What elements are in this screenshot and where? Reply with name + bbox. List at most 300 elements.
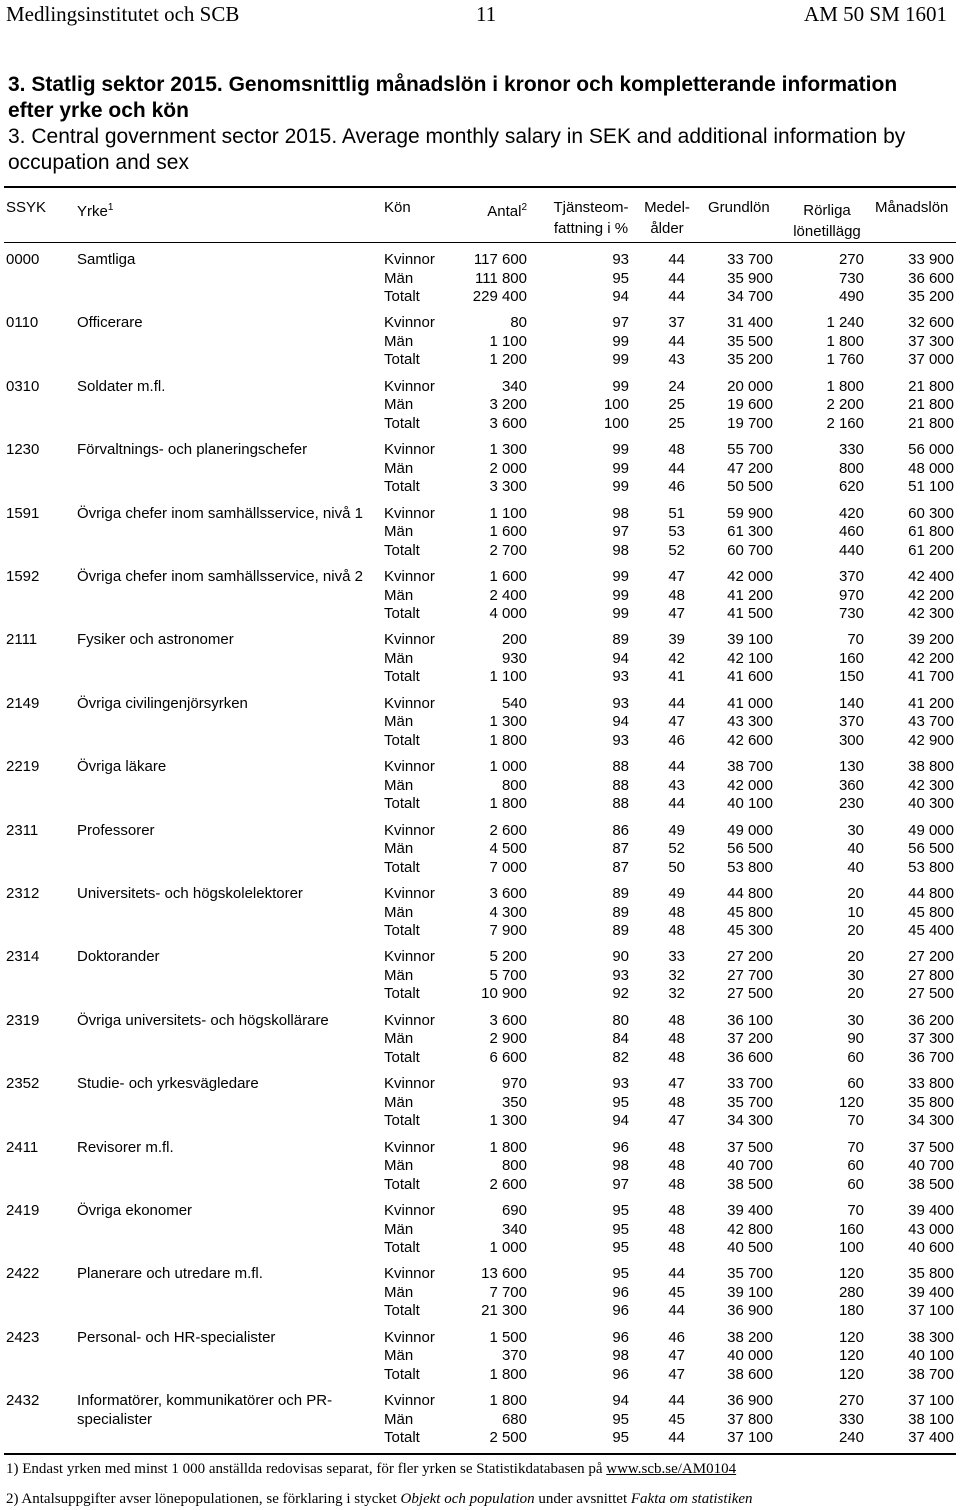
cell-antal: 1 300 [489,713,527,731]
cell-medelalder: 48 [668,1175,685,1193]
cell-grundlon: 42 800 [727,1220,773,1238]
cell-rorliga: 160 [838,649,864,667]
table-row [0,586,960,605]
cell-manadslon: 38 300 [908,1328,954,1346]
cell-tjanstgoring: 96 [612,1365,629,1383]
cell-manadslon: 38 100 [908,1410,954,1428]
sex-label: Totalt [384,795,420,813]
cell-medelalder: 47 [668,1075,685,1093]
cell-tjanstgoring: 98 [612,1347,629,1365]
sex-label: Kvinnor [384,1138,435,1156]
cell-antal: 200 [501,631,527,649]
table-row [0,1410,960,1429]
occupation-name: Informatörer, kommunikatörer och PR- specialister [77,1392,333,1429]
cell-medelalder: 50 [668,858,685,876]
cell-antal: 1 300 [489,441,527,459]
cell-medelalder: 32 [668,985,685,1003]
cell-tjanstgoring: 100 [603,414,629,432]
cell-tjanstgoring: 100 [603,396,629,414]
ssyk-code: 2312 [6,885,40,902]
cell-antal: 930 [501,649,527,667]
cell-antal: 1 200 [489,351,527,369]
table-row [0,332,960,351]
cell-antal: 340 [501,377,527,395]
cell-grundlon: 27 200 [727,948,773,966]
occupation-name: Doktorander [77,948,160,966]
col-header-kon: Kön [384,199,411,216]
cell-tjanstgoring: 95 [612,1093,629,1111]
cell-manadslon: 42 200 [908,649,954,667]
cell-rorliga: 30 [847,821,864,839]
cell-antal: 2 400 [489,586,527,604]
cell-tjanstgoring: 95 [612,1410,629,1428]
cell-medelalder: 47 [668,713,685,731]
cell-grundlon: 41 000 [727,694,773,712]
table-row [0,858,960,877]
cell-rorliga: 60 [847,1175,864,1193]
sex-label: Män [384,903,414,921]
occupation-name: Universitets- och högskolelektorer [77,885,303,902]
ssyk-code: 2422 [6,1265,40,1283]
sex-label: Totalt [384,351,420,369]
table-row [0,884,960,903]
cell-rorliga: 330 [838,441,864,459]
cell-medelalder: 49 [668,821,685,839]
cell-manadslon: 45 800 [908,903,954,921]
sex-label: Män [384,1283,414,1301]
cell-manadslon: 53 800 [908,858,954,876]
cell-antal: 340 [501,1220,527,1238]
sex-label: Män [384,1030,414,1048]
table-row [0,630,960,649]
cell-antal: 1 100 [489,504,527,522]
ssyk-code: 2432 [6,1392,40,1410]
cell-grundlon: 33 700 [727,1075,773,1093]
sex-label: Totalt [384,1239,420,1256]
cell-rorliga: 330 [838,1410,864,1428]
cell-rorliga: 140 [838,694,864,712]
table-row [0,839,960,858]
cell-medelalder: 45 [668,1283,685,1301]
cell-antal: 2 600 [489,821,527,839]
sex-label: Män [384,332,414,350]
footnote-2-italic-b: Fakta om statistiken [630,1491,753,1507]
cell-manadslon: 41 200 [908,694,954,712]
cell-manadslon: 38 700 [908,1365,954,1383]
cell-grundlon: 34 700 [727,288,773,305]
cell-rorliga: 120 [838,1347,864,1365]
ssyk-code: 2311 [6,821,39,839]
cell-rorliga: 2 200 [826,396,864,414]
cell-tjanstgoring: 89 [612,631,629,649]
cell-medelalder: 47 [668,1112,685,1130]
sex-label: Totalt [384,985,420,1003]
cell-manadslon: 49 000 [908,821,954,839]
page-number: 11 [476,2,497,26]
cell-antal: 7 000 [489,858,527,876]
cell-tjanstgoring: 93 [612,694,629,712]
sex-label: Män [384,396,414,414]
occupation-name: Förvaltnings- och planeringschefer [77,441,308,459]
cell-rorliga: 120 [838,1328,864,1346]
cell-tjanstgoring: 99 [612,332,629,350]
occupation-name: Övriga civilingenjörsyrken [77,694,248,712]
cell-tjanstgoring: 95 [612,1220,629,1238]
ssyk-code: 1591 [6,504,40,522]
sex-label: Totalt [384,858,420,876]
cell-rorliga: 460 [838,523,864,541]
cell-grundlon: 35 900 [727,269,773,287]
footnote-2 [6,1490,753,1509]
cell-rorliga: 180 [838,1302,864,1320]
cell-grundlon: 50 500 [727,478,773,496]
col-header-tjanstgoring-line1: Tjänsteom- [553,199,629,216]
cell-grundlon: 36 600 [727,1048,773,1066]
cell-medelalder: 43 [668,776,685,794]
cell-rorliga: 370 [838,568,864,585]
cell-medelalder: 48 [668,1048,685,1066]
cell-medelalder: 44 [668,758,685,776]
table-row [0,903,960,922]
sex-label: Totalt [384,414,420,432]
cell-antal: 7 700 [489,1283,527,1301]
cell-manadslon: 37 300 [908,332,954,350]
cell-medelalder: 48 [668,1157,685,1175]
cell-medelalder: 44 [668,1392,685,1410]
footnote-2-text-b: under avsnittet [534,1491,631,1507]
cell-manadslon: 43 000 [908,1220,954,1238]
cell-rorliga: 10 [847,903,864,921]
table-row [0,440,960,459]
table-row [0,1428,960,1447]
ssyk-code: 2319 [6,1011,40,1029]
table-row [0,1048,960,1067]
cell-antal: 4 500 [489,840,527,858]
table-row [0,522,960,541]
table-row [0,1093,960,1112]
cell-antal: 2 900 [489,1030,527,1048]
cell-tjanstgoring: 95 [612,1265,629,1283]
cell-rorliga: 730 [838,269,864,287]
cell-tjanstgoring: 89 [612,903,629,921]
sex-label: Kvinnor [384,758,435,776]
cell-tjanstgoring: 94 [612,1392,629,1410]
cell-tjanstgoring: 93 [612,668,629,686]
cell-rorliga: 70 [847,631,864,649]
table-row [0,1365,960,1384]
cell-antal: 1 600 [489,568,527,585]
cell-antal: 800 [501,1157,527,1175]
cell-tjanstgoring: 94 [612,1112,629,1130]
cell-tjanstgoring: 86 [612,821,629,839]
sex-label: Kvinnor [384,631,435,649]
table-row [0,350,960,369]
cell-tjanstgoring: 99 [612,377,629,395]
cell-grundlon: 42 000 [727,568,773,585]
table-row [0,712,960,731]
cell-antal: 800 [501,776,527,794]
table-row [0,1029,960,1048]
cell-tjanstgoring: 95 [612,1202,629,1219]
cell-medelalder: 41 [668,668,685,686]
sex-label: Totalt [384,541,420,559]
sex-label: Män [384,713,414,731]
cell-grundlon: 36 900 [727,1392,773,1410]
cell-antal: 1 000 [489,758,527,776]
cell-manadslon: 39 400 [908,1283,954,1301]
cell-rorliga: 1 240 [826,314,864,332]
cell-rorliga: 370 [838,713,864,731]
sex-label: Totalt [384,1365,420,1383]
cell-grundlon: 59 900 [727,504,773,522]
footnote-2-text-a: 2) Antalsuppgifter avser lönepopulationen, se förklaring i stycket [6,1491,401,1507]
table-row [0,731,960,750]
cell-manadslon: 39 200 [908,631,954,649]
cell-rorliga: 60 [847,1157,864,1175]
cell-tjanstgoring: 90 [612,948,629,966]
cell-grundlon: 20 000 [727,377,773,395]
cell-medelalder: 48 [668,1138,685,1156]
occupation-name: Officerare [77,314,143,332]
table-row [0,667,960,686]
cell-antal: 5 200 [489,948,527,966]
cell-grundlon: 41 600 [727,668,773,686]
ssyk-code: 1592 [6,568,40,585]
cell-tjanstgoring: 88 [612,776,629,794]
table-row [0,504,960,523]
cell-medelalder: 44 [668,459,685,477]
cell-rorliga: 1 800 [826,377,864,395]
cell-manadslon: 35 800 [908,1265,954,1283]
cell-tjanstgoring: 88 [612,795,629,813]
occupation-name: Soldater m.fl. [77,377,166,395]
sex-label: Kvinnor [384,1392,435,1410]
cell-grundlon: 42 600 [727,731,773,749]
cell-grundlon: 39 100 [727,631,773,649]
cell-manadslon: 38 500 [908,1175,954,1193]
cell-rorliga: 40 [847,858,864,876]
sex-label: Kvinnor [384,251,435,268]
occupation-name: Professorer [77,821,155,839]
cell-medelalder: 53 [668,523,685,541]
cell-grundlon: 34 300 [727,1112,773,1130]
cell-medelalder: 51 [668,504,685,522]
sex-label: Män [384,1347,414,1365]
cell-grundlon: 37 500 [727,1138,773,1156]
cell-rorliga: 160 [838,1220,864,1238]
cell-tjanstgoring: 96 [612,1283,629,1301]
table-row [0,377,960,396]
cell-rorliga: 20 [847,922,864,939]
col-header-tjanstgoring-line2: fattning i % [553,220,629,237]
cell-antal: 111 800 [475,269,527,287]
occupation-name: Studie- och yrkesvägledare [77,1075,259,1093]
statistikdatabasen-link[interactable]: www.scb.se/AM0104 [606,1461,737,1477]
footnote-1 [6,1460,736,1479]
cell-grundlon: 19 700 [727,414,773,432]
cell-medelalder: 52 [668,541,685,559]
cell-manadslon: 37 500 [908,1138,954,1156]
cell-tjanstgoring: 98 [612,504,629,522]
cell-grundlon: 35 200 [727,351,773,369]
col-header-antal-text: Antal [487,203,522,220]
cell-rorliga: 240 [838,1429,864,1447]
cell-rorliga: 360 [838,776,864,794]
cell-medelalder: 24 [668,377,685,395]
cell-grundlon: 37 200 [727,1030,773,1048]
table-row [0,1283,960,1302]
sex-label: Kvinnor [384,1202,435,1219]
cell-rorliga: 490 [838,288,864,305]
table-title-swedish: 3. Statlig sektor 2015. Genomsnittlig månadslön i kronor och kompletterande information efter yrke och kön [8,73,898,122]
ssyk-code: 2111 [6,631,38,649]
col-header-rorliga-line2: lönetillägg [793,223,861,240]
table-row [0,414,960,433]
cell-rorliga: 130 [838,758,864,776]
cell-antal: 3 600 [489,1011,527,1029]
cell-grundlon: 39 400 [727,1202,773,1219]
cell-medelalder: 48 [668,1239,685,1256]
cell-manadslon: 37 400 [908,1429,954,1447]
cell-antal: 4 000 [489,605,527,622]
sex-label: Män [384,840,414,858]
cell-antal: 2 000 [489,459,527,477]
cell-grundlon: 56 500 [727,840,773,858]
cell-manadslon: 39 400 [908,1202,954,1219]
cell-tjanstgoring: 99 [612,459,629,477]
cell-rorliga: 20 [847,985,864,1003]
occupation-name: Samtliga [77,251,136,268]
table-row [0,287,960,306]
cell-medelalder: 37 [668,314,685,332]
table-row [0,1011,960,1030]
cell-manadslon: 48 000 [908,459,954,477]
cell-grundlon: 35 700 [727,1265,773,1283]
cell-grundlon: 40 100 [727,795,773,813]
col-header-medelalder-line1: Medel- [644,199,690,216]
cell-medelalder: 46 [668,478,685,496]
cell-manadslon: 32 600 [908,314,954,332]
cell-tjanstgoring: 99 [612,568,629,585]
cell-antal: 3 600 [489,885,527,902]
cell-rorliga: 20 [847,948,864,966]
cell-medelalder: 44 [668,1302,685,1320]
cell-rorliga: 2 160 [826,414,864,432]
cell-manadslon: 35 800 [908,1093,954,1111]
cell-medelalder: 25 [668,414,685,432]
sex-label: Totalt [384,1175,420,1193]
cell-manadslon: 56 500 [908,840,954,858]
cell-antal: 1 500 [489,1328,527,1346]
cell-tjanstgoring: 92 [612,985,629,1003]
table-row [0,541,960,560]
table-row [0,821,960,840]
cell-antal: 2 700 [489,541,527,559]
cell-antal: 1 800 [489,731,527,749]
cell-rorliga: 70 [847,1202,864,1219]
cell-grundlon: 55 700 [727,441,773,459]
cell-medelalder: 33 [668,948,685,966]
sex-label: Totalt [384,1112,420,1130]
cell-medelalder: 47 [668,1365,685,1383]
cell-tjanstgoring: 99 [612,351,629,369]
sex-label: Män [384,1410,414,1428]
sex-label: Totalt [384,1048,420,1066]
cell-grundlon: 36 100 [727,1011,773,1029]
cell-manadslon: 61 800 [908,523,954,541]
cell-medelalder: 43 [668,351,685,369]
footnote-ref-1: 1 [107,202,114,213]
cell-grundlon: 38 500 [727,1175,773,1193]
ssyk-code: 2352 [6,1075,40,1093]
table-row [0,1111,960,1130]
cell-grundlon: 44 800 [727,885,773,902]
sex-label: Män [384,523,414,541]
cell-rorliga: 120 [838,1265,864,1283]
cell-rorliga: 1 760 [826,351,864,369]
cell-manadslon: 45 400 [908,922,954,939]
cell-medelalder: 39 [668,631,685,649]
table-row [0,459,960,478]
cell-grundlon: 31 400 [727,314,773,332]
sex-label: Kvinnor [384,885,435,902]
table-row [0,1301,960,1320]
cell-rorliga: 20 [847,885,864,902]
footnote-2-italic-a: Objekt och population [400,1491,535,1507]
col-header-grundlon: Grundlön [708,199,770,216]
cell-grundlon: 47 200 [727,459,773,477]
cell-manadslon: 43 700 [908,713,954,731]
table-row [0,250,960,269]
cell-grundlon: 60 700 [727,541,773,559]
cell-grundlon: 40 500 [727,1239,773,1256]
cell-rorliga: 420 [838,504,864,522]
cell-medelalder: 48 [668,1030,685,1048]
table-row [0,1238,960,1257]
table-row [0,649,960,668]
cell-rorliga: 70 [847,1112,864,1130]
cell-grundlon: 33 700 [727,251,773,268]
cell-manadslon: 36 200 [908,1011,954,1029]
table-row [0,694,960,713]
cell-antal: 3 600 [489,414,527,432]
col-header-manadslon: Månadslön [875,199,949,216]
cell-tjanstgoring: 93 [612,966,629,984]
occupation-name: Övriga ekonomer [77,1202,193,1219]
cell-manadslon: 42 200 [908,586,954,604]
cell-manadslon: 21 800 [908,414,954,432]
cell-manadslon: 27 500 [908,985,954,1003]
cell-rorliga: 120 [838,1365,864,1383]
occupation-name: Övriga chefer inom samhällsservice, nivå 2 [77,568,363,585]
cell-antal: 690 [501,1202,527,1219]
cell-grundlon: 45 800 [727,903,773,921]
cell-medelalder: 44 [668,1429,685,1447]
cell-manadslon: 27 800 [908,966,954,984]
cell-rorliga: 270 [838,1392,864,1410]
cell-antal: 80 [510,314,527,332]
cell-manadslon: 51 100 [908,478,954,496]
ssyk-code: 1230 [6,441,40,459]
cell-tjanstgoring: 97 [612,314,629,332]
sex-label: Totalt [384,668,420,686]
cell-manadslon: 37 300 [908,1030,954,1048]
cell-grundlon: 40 700 [727,1157,773,1175]
cell-medelalder: 48 [668,1011,685,1029]
table-row [0,313,960,332]
cell-manadslon: 42 300 [908,605,954,622]
col-header-rorliga-line1: Rörliga [803,202,851,219]
